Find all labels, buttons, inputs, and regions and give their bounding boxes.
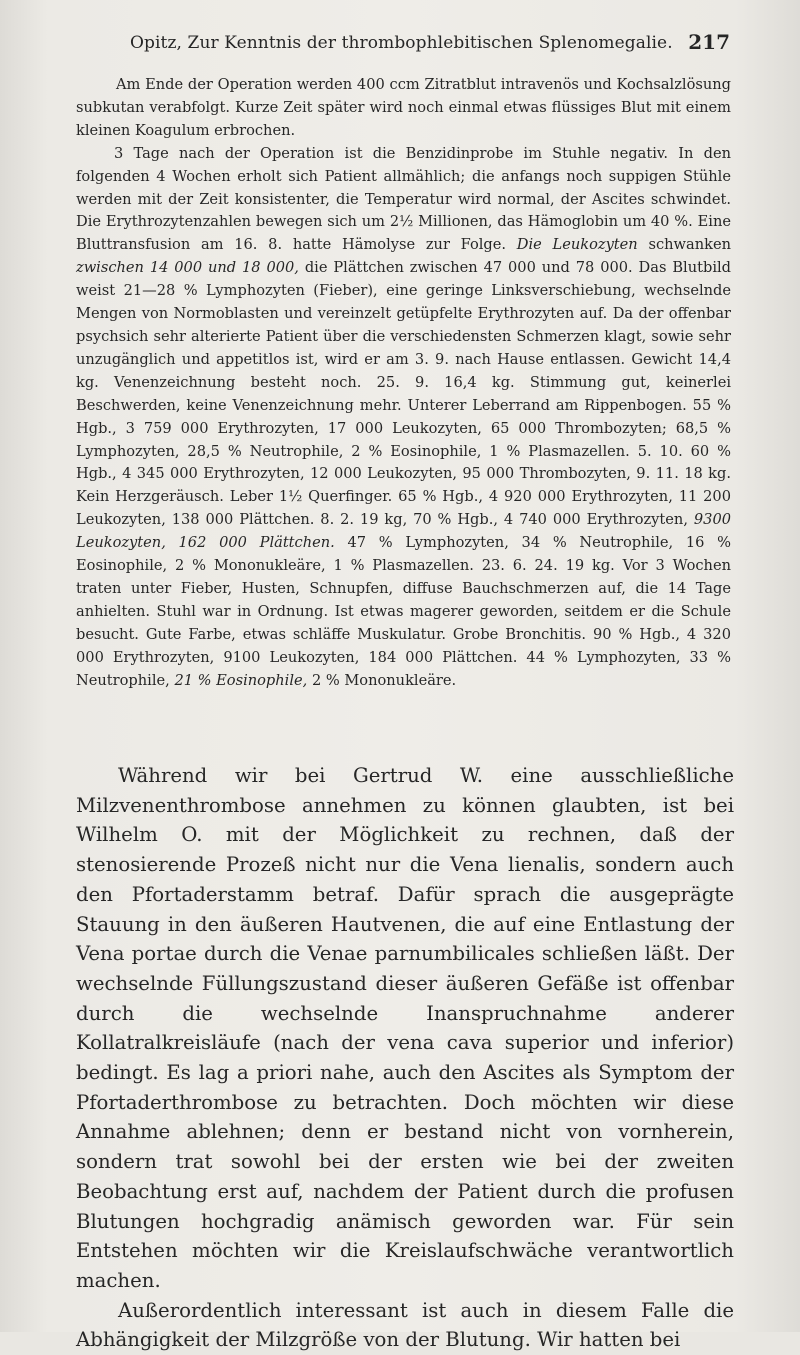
paragraph-followup [76,143,731,693]
paragraph-discussion: Während wir bei Gertrud W. eine ausschließliche Milzvenenthrombose annehmen zu können glaubten, ist bei Wilhelm O. mit der Möglichkeit zu rechnen, daß der stenosierende Prozeß nicht nur die Vena lienalis, sondern auch den Pfortaderstamm betraf. Dafür sprach die ausgeprägte Stauung in den äußeren Hautvenen, die auf eine Entlastung der Vena portae durch die Venae parnumbilicales schließen läßt. Der wechselnde Füllungszustand dieser äußeren Gefäße ist offenbar durch die wechselnde Inanspruchnahme anderer Kollatralkreisläufe (nach der vena cava superior und inferior) bedingt. Es lag a priori nahe, auch den Ascites als Symptom der Pfortaderthrombose zu betrachten. Doch möchten wir diese Annahme ablehnen; denn er bestand nicht von vornherein, sondern trat sowohl bei der ersten wie bei der zweiten Beobachtung erst auf, nachdem der Patient durch die profusen Blutungen hochgradig anämisch geworden war. Für sein Entstehen möchten wir die Kreislaufschwäche verantwortlich machen. [76,764,734,1292]
running-title: Opitz, Zur Kenntnis der thrombophlebitischen Splenomegalie. [130,33,673,53]
discussion-text [76,761,734,1355]
paragraph-spleen-size: Außerordentlich interessant ist auch in diesem Falle die Abhängigkeit der Milzgröße von der Blutung. Wir hatten bei [76,1298,734,1352]
italic-text: Die Leukozyten [516,236,638,254]
text-run: schwanken [648,236,731,254]
italic-text: 21 % Eosinophile, [174,671,308,689]
case-report-text [76,74,731,692]
page-number: 217 [688,30,730,54]
italic-text: 9300 Leukozyten, 162 000 Plättchen. [76,511,732,552]
running-header [100,30,730,58]
text-run: 3 Tage nach der Operation ist die Benzidinprobe im Stuhle negativ. In den folgenden 4 Wochen erholt sich Patient allmählich; die anfangs noch suppigen Stühle werden mit der Zeit konsistenter, die Temperatur wird normal, der Ascites schwindet. Die Erythrozytenzahlen bewegen sich um 2½ Millionen, das Hämoglobin um 40 %. Eine Bluttransfusion am 16. 8. hatte Hämolyse zur Folge. [76,144,731,254]
italic-text: zwischen 14 000 und 18 000, [76,259,299,277]
paragraph-operation: Am Ende der Operation werden 400 ccm Zitratblut intravenös und Kochsalzlösung subkutan verabfolgt. Kurze Zeit später wird noch einmal etwas flüssiges Blut mit einem kleinen Koagulum erbrochen. [76,76,731,139]
text-run: 2 % Mononukleäre. [311,671,457,689]
text-run: die Plättchen zwischen 47 000 und 78 000. Das Blutbild weist 21—28 % Lymphozyten (Fieber), eine geringe Linksverschiebung, wechselnde Mengen von Normoblasten und vereinzelt getüpfelte Erythrozyten auf. Da der offenbar psychsich sehr alterierte Patient über die verschiedensten Schmerzen klagt, sowie sehr unzugänglich und appetitlos ist, wird er am 3. 9. nach Hause entlassen. Gewicht 14,4 kg. Venenzeichnung besteht noch. 25. 9. 16,4 kg. Stimmung gut, keinerlei Beschwerden, keine Venenzeichnung mehr. Unterer Leberrand am Rippenbogen. 55 % Hgb., 3 759 000 Erythrozyten, 17 000 Leukozyten, 65 000 Thrombozyten; 68,5 % Lymphozyten, 28,5 % Neutrophile, 2 % Eosinophile, 1 % Plasmazellen. 5. 10. 60 % Hgb., 4 345 000 Erythrozyten, 12 000 Leukozyten, 95 000 Thrombozyten, 9. 11. 18 kg. Kein Herzgeräusch. Leber 1½ Querfinger. 65 % Hgb., 4 920 000 Erythrozyten, 11 200 Leukozyten, 138 000 Plättchen. 8. 2. 19 kg, 70 % Hgb., 4 740 000 Erythrozyten, [76,259,731,529]
text-run: 47 % Lymphozyten, 34 % Neutrophile, 16 % Eosinophile, 2 % Mononukleäre, 1 % Plasmazellen. 23. 6. 24. 19 kg. Vor 3 Wochen traten unter Fieber, Husten, Schnupfen, diffuse Bauchschmerzen auf, die 14 Tage anhielten. Stuhl war in Ordnung. Ist etwas magerer geworden, seitdem er die Schule besucht. Gute Farbe, etwas schläffe Muskulatur. Grobe Bronchitis. 90 % Hgb., 4 320 000 Erythrozyten, 9100 Leukozyten, 184 000 Plättchen. 44 % Lymphozyten, 33 % Neutrophile, [76,534,731,689]
